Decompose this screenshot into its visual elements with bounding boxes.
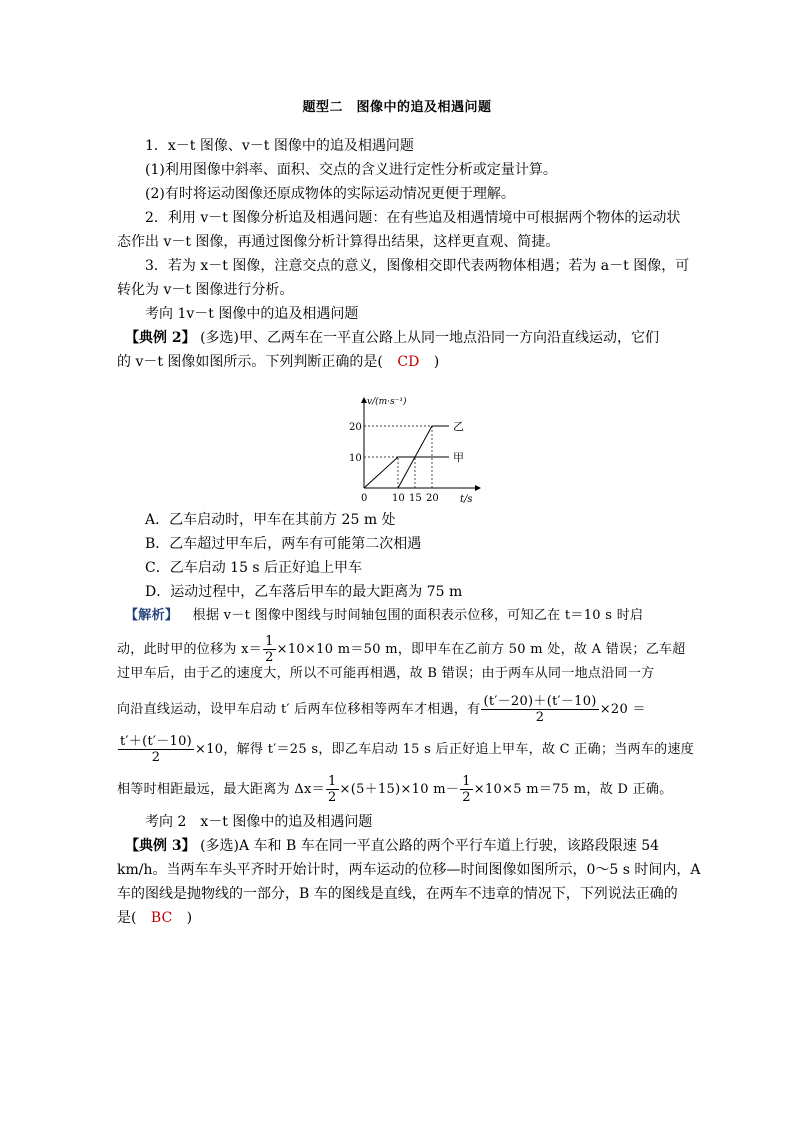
example-3-text-4b: ) <box>186 910 193 926</box>
analysis-line3: 过甲车后，由于乙的速度大，所以不可能再相遇，故 B 错误；由于两车从同一地点沿同一方 <box>117 666 655 681</box>
intro-point-1-heading: 1．x－t 图像、v－t 图像中的追及相遇问题 <box>145 138 414 154</box>
y-axis-label: v/(m·s⁻¹) <box>367 397 407 407</box>
option-b: B．乙车超过甲车后，两车有可能第二次相遇 <box>145 536 422 552</box>
intro-point-1a: (1)利用图像中斜率、面积、交点的含义进行定性分析或定量计算。 <box>145 162 557 178</box>
analysis-line2 <box>117 634 686 665</box>
option-a: A．乙车启动时，甲车在其前方 25 m 处 <box>145 512 396 528</box>
example-2-stem-post: ) <box>433 354 440 370</box>
example-3-line1 <box>125 836 659 856</box>
example-2-stem-line2 <box>117 352 439 372</box>
example-3-label: 【典例 3】 <box>125 838 196 854</box>
fraction-half-1: $\frac{1}{2}$ <box>265 634 274 665</box>
intro-point-1b: (2)有时将运动图像还原成物体的实际运动情况更便于理解。 <box>145 186 515 202</box>
analysis-text-6c: ×10×5 m＝75 m，故 D 正确。 <box>473 782 673 797</box>
analysis-text-4b: ×20 ＝ <box>599 702 646 717</box>
example-3-text-4a: 是( <box>117 910 137 926</box>
vt-graph <box>330 392 490 504</box>
analysis-text-6a: 相等时相距最远，最大距离为 Δx＝ <box>117 782 325 797</box>
x-tick-label-2: 15 <box>409 493 422 504</box>
direction-1-heading: 考向 1v－t 图像中的追及相遇问题 <box>145 306 359 322</box>
x-tick-label-3: 20 <box>426 493 439 504</box>
fraction-half-2: $\frac{1}{2}$ <box>327 774 337 805</box>
series-label-1: 甲 <box>453 451 464 464</box>
example-2-answer: CD <box>397 354 420 370</box>
series-lines <box>364 420 464 488</box>
analysis-text-1: 根据 v－t 图像中图线与时间轴包围的面积表示位移，可知乙在 t＝10 s 时启 <box>192 608 644 623</box>
example-3-line2: km/h。当两车车头平齐时开始计时，两车运动的位移—时间图像如图所示，0～5 s 时间内，A <box>117 862 701 878</box>
intro-point-2-line1: 2．利用 v－t 图像分析追及相遇问题：在有些追及相遇情境中可根据两个物体的运动状 <box>145 210 681 226</box>
y-tick-label-1: 20 <box>349 422 362 433</box>
series-label-2: 乙 <box>453 420 464 433</box>
example-2-stem-pre: 的 v－t 图像如图所示。下列判断正确的是( <box>117 354 383 370</box>
intro-point-2-line2: 态作出 v－t 图像，再通过图像分析计算得出结果，这样更直观、简捷。 <box>117 234 560 250</box>
y-tick-label-0: 10 <box>349 453 362 464</box>
analysis-line6 <box>117 774 673 805</box>
analysis-line1 <box>125 606 643 626</box>
analysis-text-5: ×10，解得 t′＝25 s，即乙车启动 15 s 后正好追上甲车，故 C 正确；当两车的速度 <box>195 742 695 757</box>
x-axis-label: t/s <box>460 494 473 504</box>
x-tick-label-0: 0 <box>361 493 368 504</box>
analysis-text-2b: ×10×10 m＝50 m，即甲车在乙前方 50 m 处，故 A 错误；乙车超 <box>276 642 686 657</box>
example-3-line3: 车的图线是抛物线的一部分，B 车的图线是直线，在两车不违章的情况下，下列说法正确的 <box>117 886 678 902</box>
intro-point-3-line2: 转化为 v－t 图像进行分析。 <box>117 282 294 298</box>
example-3-text-1: (多选)A 车和 B 车在同一平直公路的两个平行车道上行驶，该路段限速 54 <box>200 838 660 854</box>
example-2-stem-text: (多选)甲、乙两车在一平直公路上从同一地点沿同一方向沿直线运动，它们 <box>200 330 659 346</box>
analysis-text-2a: 动，此时甲的位移为 x＝ <box>117 642 263 657</box>
intro-point-3-line1: 3．若为 x－t 图像，注意交点的意义，图像相交即代表两物体相遇；若为 a－t 图像，可 <box>145 258 690 274</box>
x-tick-label-1: 10 <box>392 493 405 504</box>
fraction-sum: $\frac{(t'-20)+(t'-10)}{2}$ <box>483 694 597 725</box>
section-title: 题型二 图像中的追及相遇问题 <box>302 100 492 115</box>
direction-2-heading: 考向 2 x－t 图像中的追及相遇问题 <box>145 814 373 830</box>
example-2-stem-line1 <box>125 328 659 348</box>
example-2-label: 【典例 2】 <box>125 330 196 346</box>
analysis-line4 <box>117 694 646 725</box>
analysis-label: 【解析】 <box>125 608 179 623</box>
fraction-t-sum: $\frac{t'+(t'-10)}{2}$ <box>120 734 193 765</box>
analysis-line5 <box>117 734 694 765</box>
option-d: D．运动过程中，乙车落后甲车的最大距离为 75 m <box>145 584 463 600</box>
example-3-answer: BC <box>150 910 173 926</box>
option-c: C．乙车启动 15 s 后正好追上甲车 <box>145 560 363 576</box>
analysis-text-6b: ×(5＋15)×10 m－ <box>339 782 460 797</box>
fraction-half-3: $\frac{1}{2}$ <box>462 774 471 805</box>
analysis-text-4a: 向沿直线运动，设甲车启动 t′ 后两车位移相等两车才相遇，有 <box>117 702 481 717</box>
example-3-line4 <box>117 908 192 928</box>
